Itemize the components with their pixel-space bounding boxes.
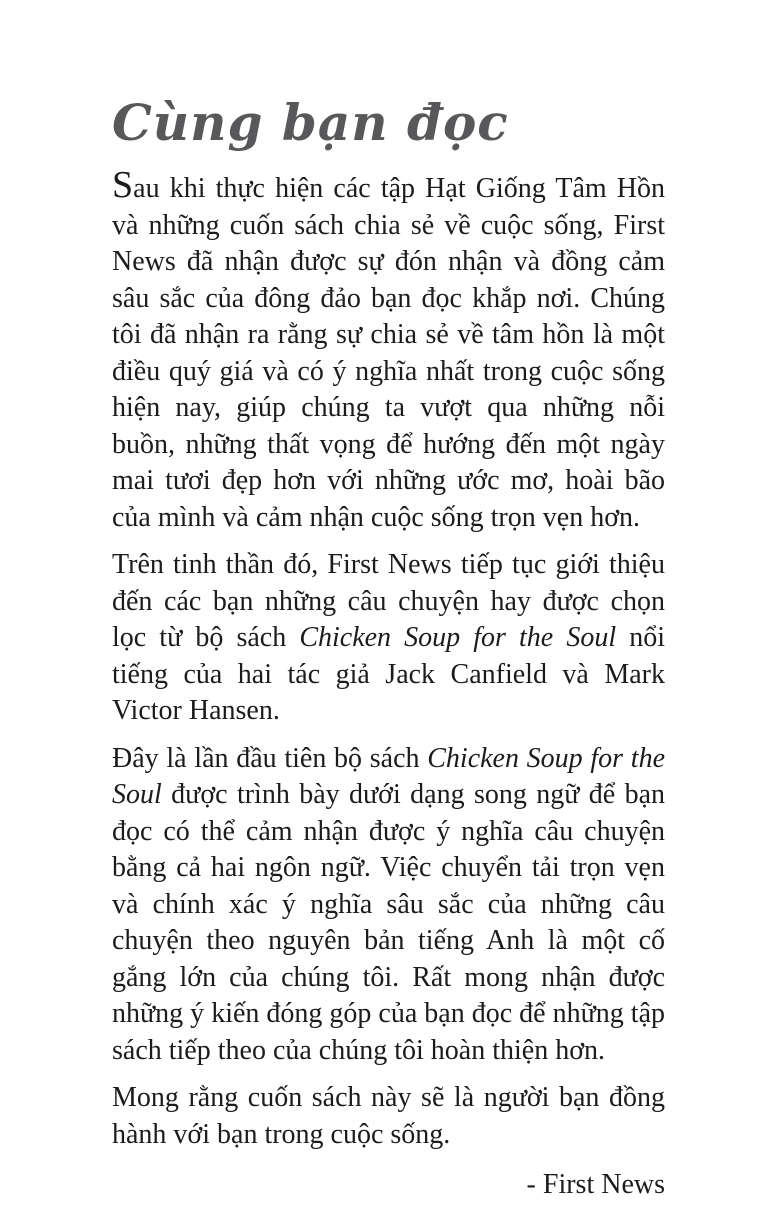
paragraph-closing-wish: Mong rằng cuốn sách này sẽ là người bạn đồng hành với bạn trong cuộc sống.	[112, 1082, 665, 1150]
page-title: Cùng bạn đọc	[112, 93, 509, 152]
paragraph-series-introduction: Trên tinh thần đó, First News tiếp tục giới thiệu đến các bạn những câu chuyện hay được chọn lọc từ bộ sách Chicken Soup for the Soul nổi tiếng của hai tác giả Jack Canfield và Mark Victor Hansen.	[112, 549, 665, 726]
signature: - First News	[526, 1169, 665, 1200]
paragraph-bilingual-note: Đây là lần đầu tiên bộ sách Chicken Soup for the Soul được trình bày dưới dạng song ngữ để bạn đọc có thể cảm nhận được ý nghĩa câu chuyện bằng cả hai ngôn ngữ. Việc chuyển tải trọn vẹn và chính xác ý nghĩa sâu sắc của những câu chuyện theo nguyên bản tiếng Anh là một cố gắng lớn của chúng tôi. Rất mong nhận được những ý kiến đóng góp của bạn đọc để những tập sách tiếp theo của chúng tôi hoàn thiện hơn.	[112, 742, 665, 1066]
paragraph-intro: Sau khi thực hiện các tập Hạt Giống Tâm Hồn và những cuốn sách chia sẻ về cuộc sống, First News đã nhận được sự đón nhận và đồng cảm sâu sắc của đông đảo bạn đọc khắp nơi. Chúng tôi đã nhận ra rằng sự chia sẻ về tâm hồn là một điều quý giá và có ý nghĩa nhất trong cuộc sống hiện nay, giúp chúng ta vượt qua những nỗi buồn, những thất vọng để hướng đến một ngày mai tươi đẹp hơn với những ước mơ, hoài bão của mình và cảm nhận cuộc sống trọn vẹn hơn.	[112, 164, 665, 533]
text-column	[112, 92, 665, 1204]
